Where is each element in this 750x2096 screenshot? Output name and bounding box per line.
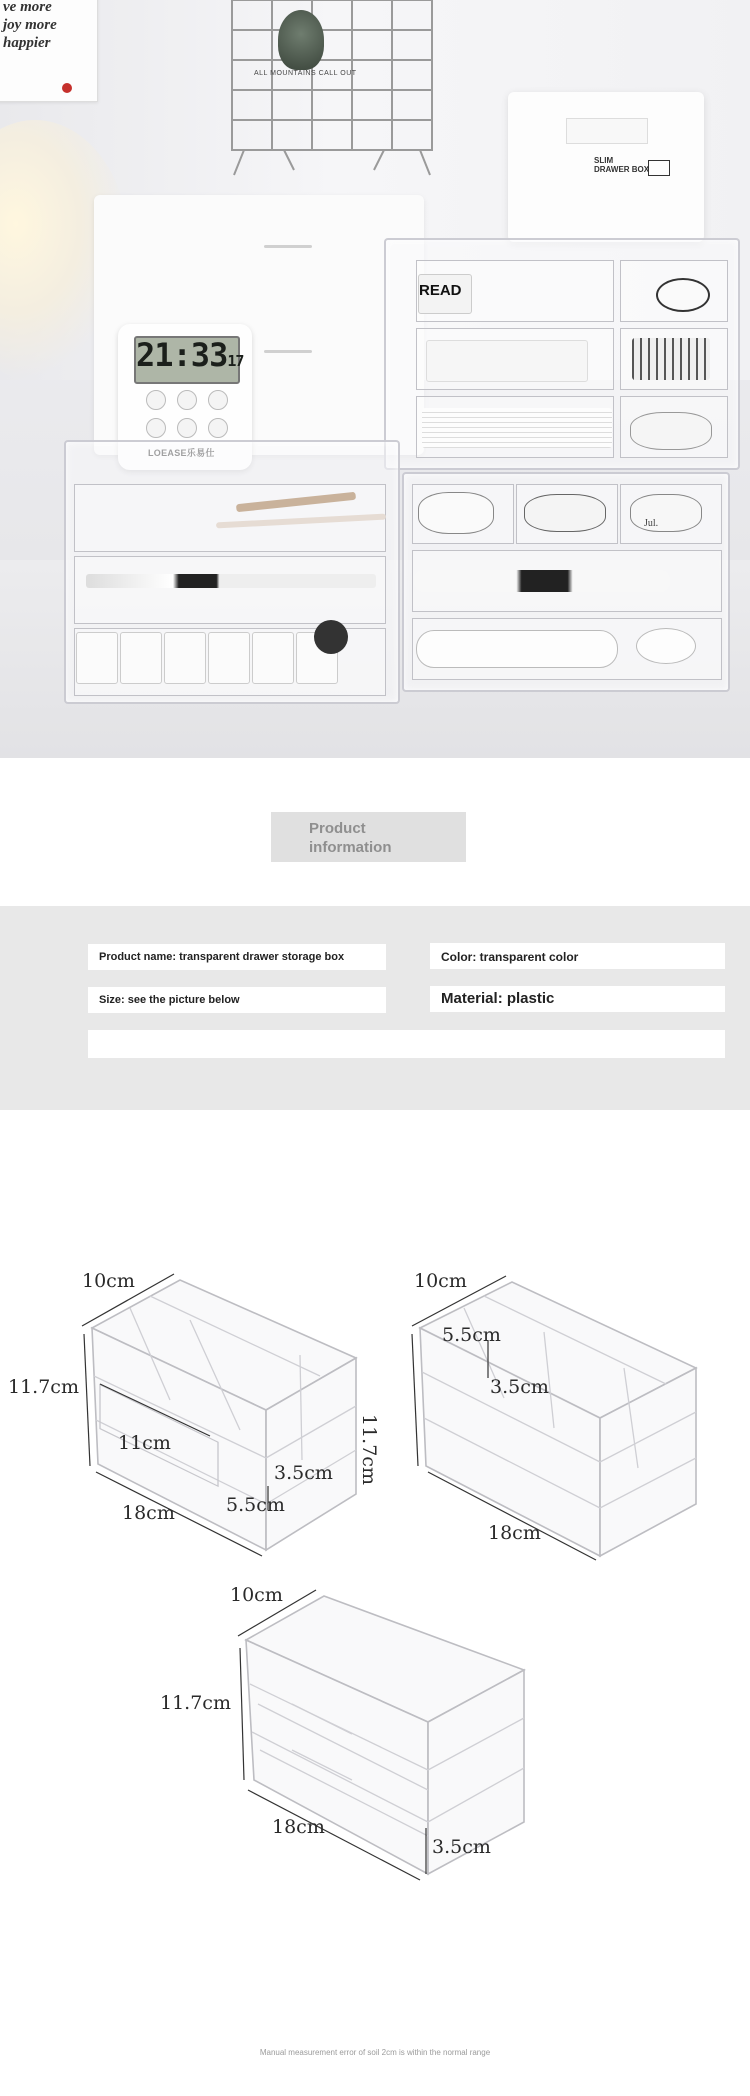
acrylic-unit-right — [402, 472, 730, 692]
rack-label: ALL MOUNTAINS CALL OUT — [254, 70, 357, 77]
product-name-text: Product name: transparent drawer storage box — [99, 951, 345, 963]
pen-cap — [314, 620, 348, 654]
timer-button — [208, 390, 228, 410]
product-info-panel — [0, 906, 750, 1110]
material-field — [430, 986, 725, 1012]
color-field — [430, 943, 725, 969]
slim-box-label: SLIM DRAWER BOX — [594, 156, 650, 174]
tape-text: READ — [419, 282, 462, 299]
dimension-label: 10cm — [82, 1270, 135, 1292]
eraser — [252, 632, 294, 684]
dimension-label: 5.5cm — [226, 1494, 285, 1516]
washi-tape — [426, 340, 588, 382]
washi-tape — [418, 492, 494, 534]
dimension-label: 18cm — [272, 1816, 325, 1838]
quote-line: ve more — [3, 0, 52, 15]
dimension-label: 3.5cm — [490, 1376, 549, 1398]
size-text: Size: see the picture below — [99, 994, 240, 1006]
wire-rack — [224, 0, 442, 178]
color-text: Color: transparent color — [441, 950, 579, 964]
product-name-field — [88, 944, 386, 970]
washi-tape — [630, 494, 702, 532]
acrylic-unit-upper — [384, 238, 740, 470]
empty-field — [88, 1030, 725, 1058]
dimension-label: 10cm — [230, 1584, 283, 1606]
quote-line: joy more — [3, 17, 57, 33]
timer-button — [146, 390, 166, 410]
timer-button — [177, 418, 197, 438]
dimension-label: 18cm — [122, 1502, 175, 1524]
sticky-notes — [422, 408, 612, 448]
timer-digits: 21:3317 — [136, 336, 244, 374]
dimension-label: 11.7cm — [160, 1692, 231, 1714]
size-field — [88, 987, 386, 1013]
eraser — [164, 632, 206, 684]
tape-text: Jul. — [644, 518, 659, 529]
measurement-footnote: Manual measurement error of soil 2cm is within the normal range — [259, 2048, 491, 2057]
eraser — [120, 632, 162, 684]
dimension-label: 11cm — [118, 1432, 171, 1454]
section-heading-text: Product information — [309, 820, 392, 856]
timer-button — [208, 418, 228, 438]
quote-line: happier — [3, 35, 51, 51]
hero-product-photo — [0, 0, 750, 758]
tape-dispenser — [636, 628, 696, 664]
quote-card — [0, 0, 98, 102]
material-text: Material: plastic — [441, 990, 555, 1007]
eraser — [76, 632, 118, 684]
eraser — [208, 632, 250, 684]
tape-dispenser — [656, 278, 710, 312]
dimension-label: 10cm — [414, 1270, 467, 1292]
acrylic-unit-left — [64, 440, 400, 704]
pushpin-icon — [62, 83, 72, 93]
drawer-notch — [566, 118, 648, 144]
dimension-label: 3.5cm — [432, 1836, 491, 1858]
patterned-tape — [632, 338, 710, 380]
remote-control — [416, 630, 618, 668]
box1-drawing — [70, 1260, 370, 1560]
dimension-label: 3.5cm — [274, 1462, 333, 1484]
drawer — [74, 556, 386, 624]
dimension-label: 11.7cm — [358, 1414, 380, 1485]
box2-drawing — [404, 1268, 714, 1568]
dimension-label: 5.5cm — [442, 1324, 501, 1346]
pen — [86, 574, 376, 588]
timer-button — [177, 390, 197, 410]
drawer-handle — [264, 350, 312, 353]
washi-tape — [630, 412, 712, 450]
dimension-label: 11.7cm — [8, 1376, 79, 1398]
dimension-label: 18cm — [488, 1522, 541, 1544]
plant-decoration — [278, 10, 324, 70]
washi-tape — [524, 494, 606, 532]
drawer-handle — [264, 245, 312, 248]
section-heading — [271, 812, 466, 862]
timer-button — [146, 418, 166, 438]
box-outline-icon — [648, 160, 670, 176]
marker-pen — [414, 570, 670, 592]
